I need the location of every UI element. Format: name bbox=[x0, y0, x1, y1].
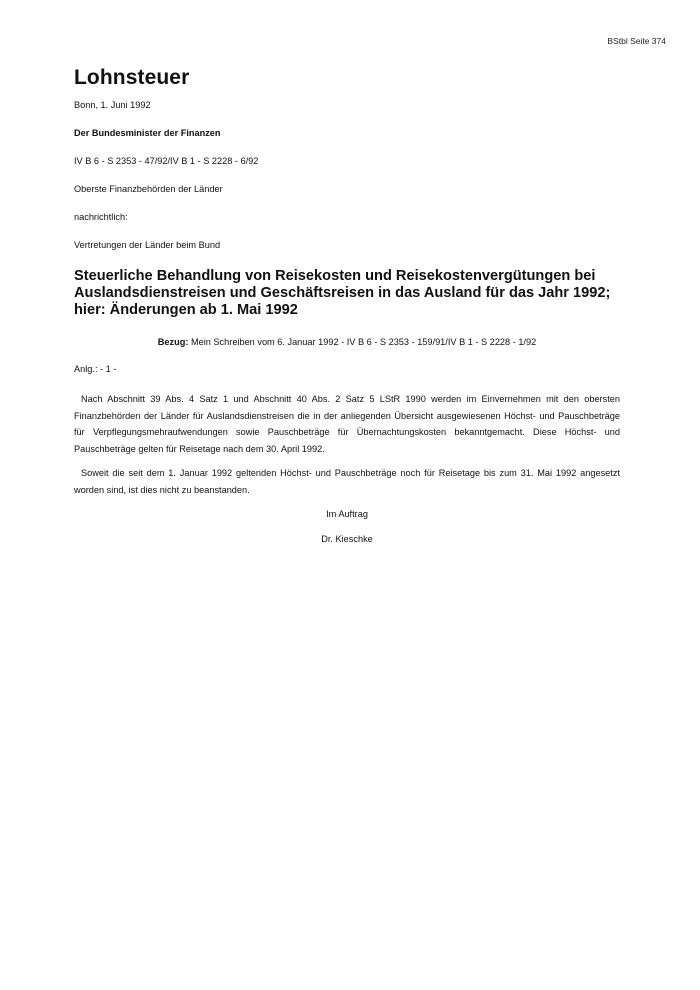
closing-phrase: Im Auftrag bbox=[326, 509, 368, 520]
attachment-note: Anlg.: - 1 - bbox=[74, 364, 117, 375]
cc-label: nachrichtlich: bbox=[74, 212, 128, 223]
recipients: Oberste Finanzbehörden der Länder bbox=[74, 184, 223, 195]
reference-text: Mein Schreiben vom 6. Januar 1992 - IV B 6 - S 2353 - 159/91/IV B 1 - S 2228 - 1/92 bbox=[188, 337, 537, 348]
issuer: Der Bundesminister der Finanzen bbox=[74, 128, 221, 139]
file-number: IV B 6 - S 2353 - 47/92/IV B 1 - S 2228 - 6/92 bbox=[74, 156, 259, 167]
body-paragraph-1: Nach Abschnitt 39 Abs. 4 Satz 1 und Abschnitt 40 Abs. 2 Satz 5 LStR 1990 werden im Einvernehmen mit den obersten Finanzbehörden der Länder für Auslandsdienstreisen die in der anliegenden Übersicht ausgewiesenen Höchst- und Pauschbeträge für Verpflegungsmehraufwendungen sowie Pauschbeträge für Übernachtungskosten bekanntgemacht. Diese Höchst- und Pauschbeträge gelten für Reisetage nach dem 30. April 1992. bbox=[74, 394, 620, 454]
page-reference: BStbl Seite 374 bbox=[607, 36, 666, 46]
document-title: Lohnsteuer bbox=[74, 66, 190, 89]
subject-heading: Steuerliche Behandlung von Reisekosten und Reisekostenvergütungen bei Auslandsdienstreisen und Geschäftsreisen in das Ausland für das Jahr 1992; hier: Änderungen ab 1. Mai 1992 bbox=[74, 268, 611, 319]
reference-line bbox=[74, 337, 620, 347]
signatory: Dr. Kieschke bbox=[321, 534, 373, 545]
cc-recipients: Vertretungen der Länder beim Bund bbox=[74, 240, 221, 251]
place-date: Bonn, 1. Juni 1992 bbox=[74, 100, 151, 110]
document-body bbox=[74, 66, 620, 545]
reference-label: Bezug: bbox=[157, 337, 189, 348]
body-paragraph-2: Soweit die seit dem 1. Januar 1992 geltenden Höchst- und Pauschbeträge noch für Reisetage bis zum 31. Mai 1992 angesetzt worden sind, ist dies nicht zu beanstanden. bbox=[74, 468, 620, 495]
